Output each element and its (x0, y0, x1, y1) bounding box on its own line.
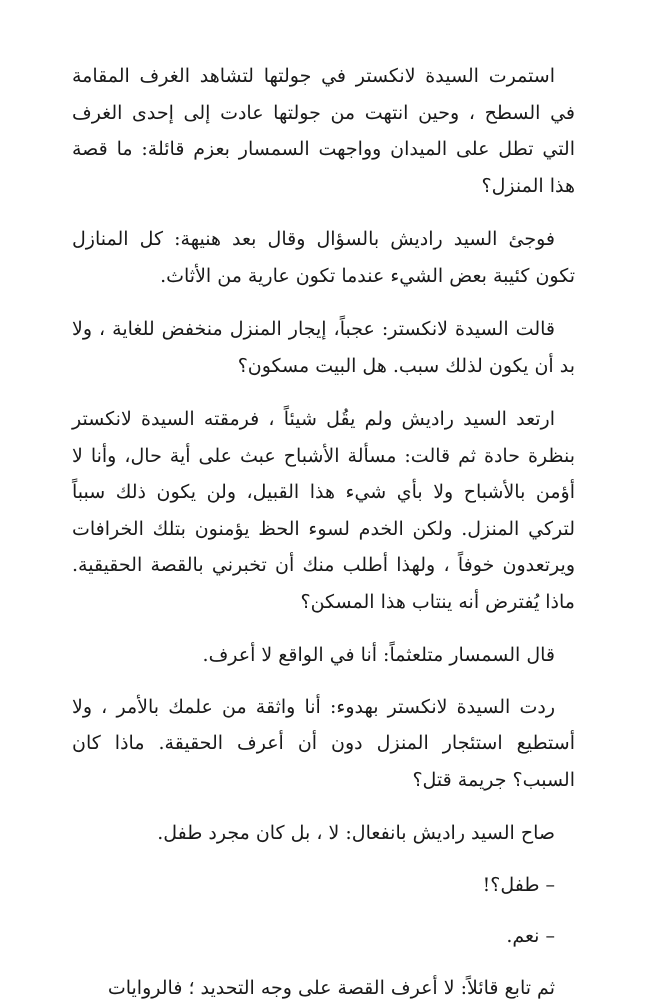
paragraph-child-answer: صاح السيد راديش بانفعال: لا ، بل كان مجرد طفل. (72, 815, 575, 852)
paragraph-murder-question: ردت السيدة لانكستر بهدوء: أنا واثقة من علمك بالأمر ، ولا أستطيع استئجار المنزل دون أن أعرف الحقيقة. ماذا كان السبب؟ جريمة قتل؟ (72, 689, 575, 799)
paragraph-broker-stammer: قال السمسار متلعثماً: أنا في الواقع لا أعرف. (72, 637, 575, 674)
paragraph-radish-reply: فوجئ السيد راديش بالسؤال وقال بعد هنيهة: كل المنازل تكون كئيبة بعض الشيء عندما تكون عارية من الأثاث. (72, 221, 575, 294)
paragraph-rent-question: قالت السيدة لانكستر: عجباً، إيجار المنزل منخفض للغاية ، ولا بد أن يكون لذلك سبب. هل البيت مسكون؟ (72, 311, 575, 384)
dialog-line-child: – طفل؟! (72, 867, 575, 904)
paragraph-roof-tour: استمرت السيدة لانكستر في جولتها لتشاهد الغرف المقامة في السطح ، وحين انتهت من جولتها عادت إلى إحدى الغرف التي تطل على الميدان وواجهت السمسار بعزم قائلة: ما قصة هذا المنزل؟ (72, 58, 575, 204)
dialog-line-yes: – نعم. (72, 918, 575, 955)
paragraph-ghosts: ارتعد السيد راديش ولم يقُل شيئاً ، فرمقته السيدة لانكستر بنظرة حادة ثم قالت: مسألة الأشباح عبث على أية حال، وأنا لا أؤمن بالأشباح ولا بأي شيء هذا القبيل، ولن يكون ذلك سبباً لتركي المنزل. ولكن الخدم لسوء الحظ يؤمنون بتلك الخرافات ويرتعدون خوفاً ، ولهذا أطلب منك أن تخبرني بالقصة الحقيقية. ماذا يُفترض أنه ينتاب هذا المسكن؟ (72, 401, 575, 620)
paragraph-continuation: ثم تابع قائلاً: لا أعرف القصة على وجه التحديد ؛ فالروايات (72, 970, 575, 1006)
